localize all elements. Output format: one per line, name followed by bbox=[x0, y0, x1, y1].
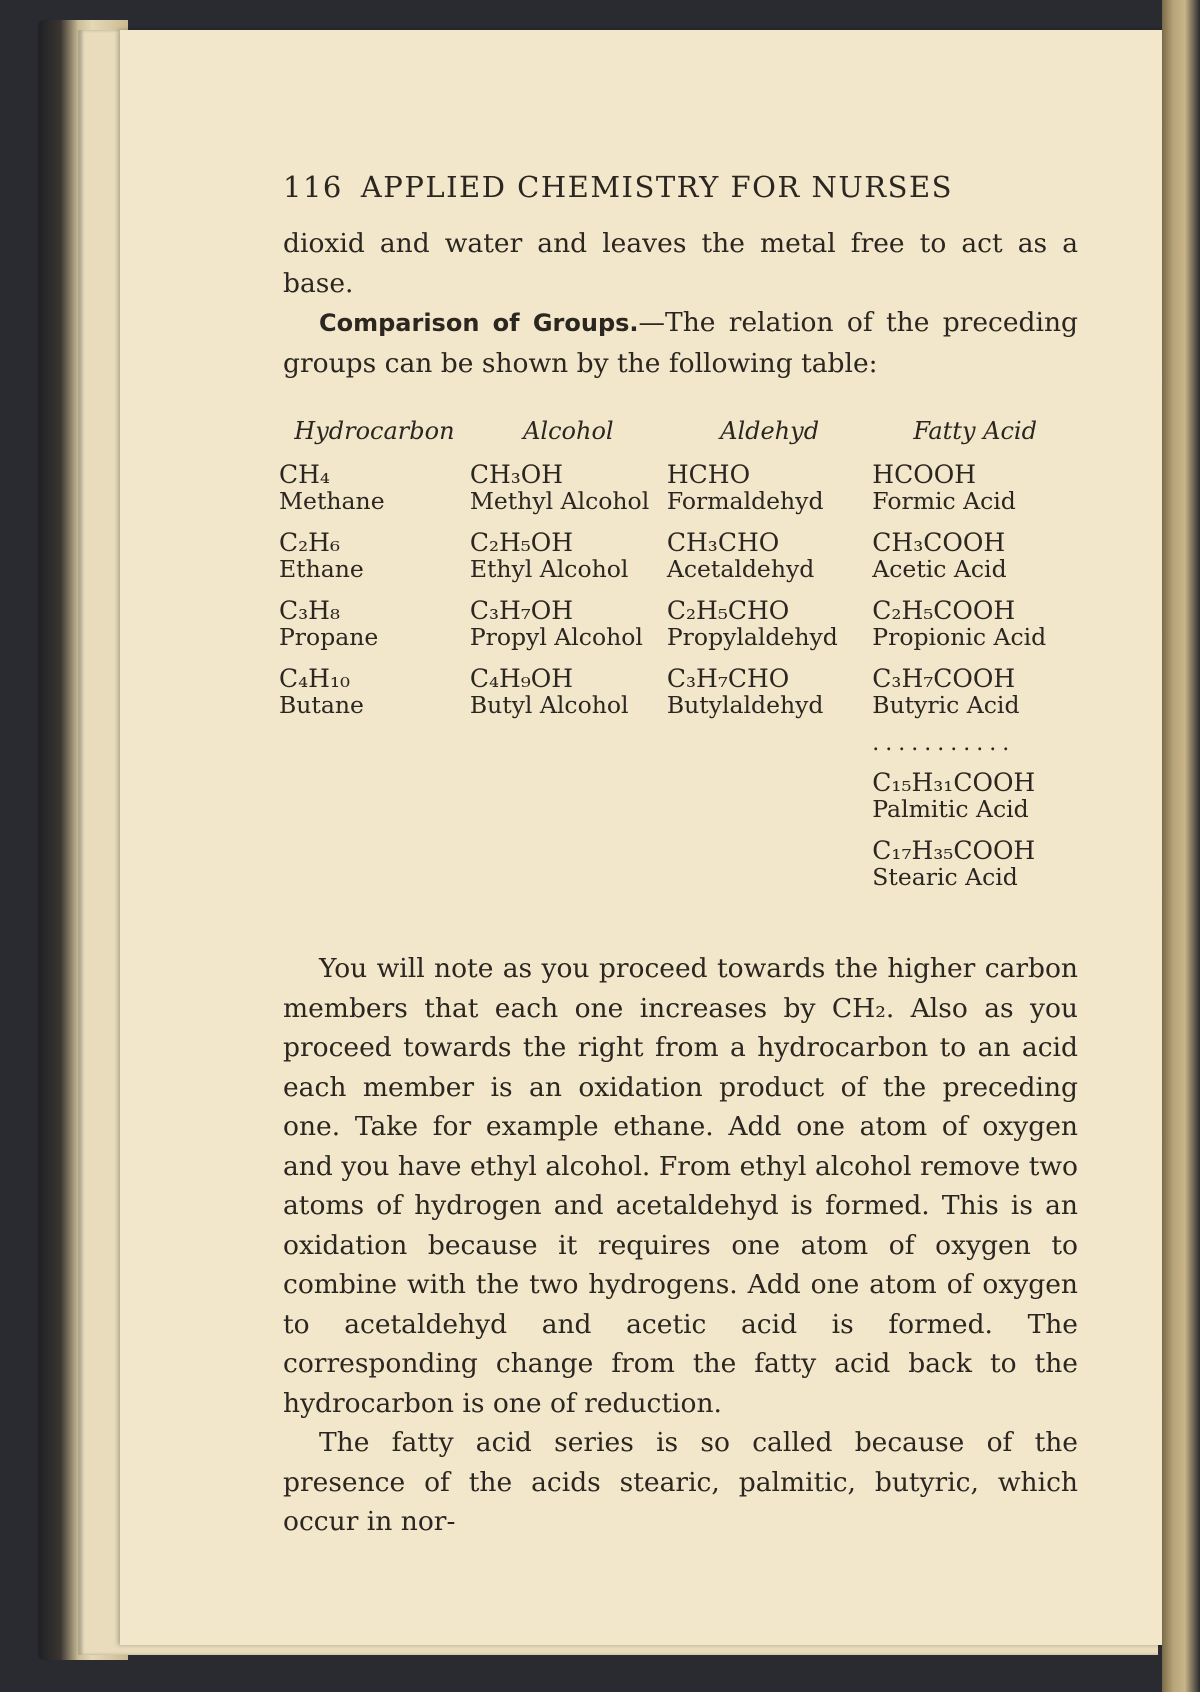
formula: CH₃COOH bbox=[872, 528, 1006, 557]
formula: C₃H₈ bbox=[279, 596, 340, 625]
compound-name: Propionic Acid bbox=[872, 623, 1047, 651]
column-header: Aldehyd bbox=[720, 417, 820, 445]
compound-name: Formaldehyd bbox=[666, 487, 824, 515]
formula: C₁₇H₃₅COOH bbox=[872, 836, 1036, 865]
formula: CH₃OH bbox=[469, 460, 564, 489]
facing-page-edge bbox=[1162, 0, 1200, 1692]
paragraph-2-text: —The relation of the preceding groups can be shown by the following table: bbox=[283, 307, 1078, 379]
formula: C₃H₇OH bbox=[469, 596, 574, 625]
table-row bbox=[279, 769, 1078, 837]
table-cell bbox=[872, 665, 1078, 733]
compound-name: Acetic Acid bbox=[872, 555, 1007, 583]
table-cell bbox=[667, 597, 872, 665]
compound-name: Butyl Alcohol bbox=[469, 691, 629, 719]
table-row bbox=[279, 665, 1078, 733]
paragraph-2 bbox=[283, 303, 1078, 383]
table-row bbox=[279, 837, 1078, 905]
compound-name: Propyl Alcohol bbox=[469, 623, 643, 651]
page-content bbox=[279, 170, 1078, 1542]
formula: C₂H₆ bbox=[279, 528, 340, 557]
table-cell bbox=[872, 597, 1078, 665]
table-cell bbox=[872, 529, 1078, 597]
running-head-title: APPLIED CHEMISTRY FOR NURSES bbox=[360, 170, 953, 204]
compound-name: Butyric Acid bbox=[872, 691, 1020, 719]
compound-name: Stearic Acid bbox=[872, 863, 1018, 891]
table-cell bbox=[872, 837, 1078, 905]
formula: HCOOH bbox=[872, 460, 977, 489]
comparison-table bbox=[279, 417, 1078, 905]
formula: CH₄ bbox=[279, 460, 330, 489]
table-row bbox=[279, 597, 1078, 665]
table-cell bbox=[872, 461, 1078, 529]
paragraph-3: You will note as you proceed towards the higher carbon members that each one increases by CH₂. Also as you proceed towards the right from a hydrocarbon to an acid each member is an oxidation product of the preceding one. Take for example ethane. Add one atom of oxygen and you have ethyl alcohol. From ethyl alcohol remove two atoms of hydrogen and acetaldehyd is formed. This is an oxidation because it requires one atom of oxygen to combine with the two hydrogens. Add one atom of oxygen to acetaldehyd and acetic acid is formed. The corresponding change from the fatty acid back to the hydrocarbon is one of reduction. bbox=[283, 953, 1078, 1419]
running-header bbox=[283, 170, 1078, 204]
table-cell bbox=[279, 597, 470, 665]
formula: CH₃CHO bbox=[666, 528, 780, 557]
table-cell bbox=[279, 461, 470, 529]
compound-name: Palmitic Acid bbox=[872, 795, 1029, 823]
table-cell bbox=[872, 733, 1078, 769]
table-row bbox=[279, 529, 1078, 597]
paragraph-1: dioxid and water and leaves the metal free to act as a base. bbox=[283, 228, 1078, 299]
table-cell bbox=[470, 665, 667, 733]
formula: C₃H₇COOH bbox=[872, 664, 1016, 693]
table-row bbox=[279, 461, 1078, 529]
table-row bbox=[279, 733, 1078, 769]
compound-name: Formic Acid bbox=[872, 487, 1016, 515]
table-cell bbox=[470, 529, 667, 597]
compound-name: Propane bbox=[279, 623, 379, 651]
column-header: Alcohol bbox=[523, 417, 614, 445]
table-cell bbox=[872, 769, 1078, 837]
table-cell bbox=[667, 461, 872, 529]
column-header: Hydrocarbon bbox=[294, 417, 455, 445]
formula: C₄H₁₀ bbox=[279, 664, 350, 693]
compound-name: Acetaldehyd bbox=[666, 555, 815, 583]
table-header-row bbox=[279, 417, 1078, 461]
table-cell bbox=[667, 529, 872, 597]
column-header: Fatty Acid bbox=[913, 417, 1037, 445]
paragraph-4: The fatty acid series is so called because of the presence of the acids stearic, palmitic, butyric, which occur in nor- bbox=[283, 1427, 1078, 1537]
compound-name: Butylaldehyd bbox=[666, 691, 824, 719]
compound-name: Methyl Alcohol bbox=[469, 487, 650, 515]
formula: C₂H₅OH bbox=[469, 528, 574, 557]
formula: C₂H₅CHO bbox=[666, 596, 790, 625]
formula: C₄H₉OH bbox=[469, 664, 574, 693]
table-cell bbox=[667, 665, 872, 733]
compound-name: Ethane bbox=[279, 555, 364, 583]
table-cell bbox=[470, 461, 667, 529]
formula: C₁₅H₃₁COOH bbox=[872, 768, 1036, 797]
compound-name: Butane bbox=[279, 691, 364, 719]
table-cell bbox=[279, 665, 470, 733]
formula: HCHO bbox=[666, 460, 751, 489]
formula: C₂H₅COOH bbox=[872, 596, 1016, 625]
compound-name: Methane bbox=[279, 487, 385, 515]
table-cell bbox=[279, 529, 470, 597]
page-number: 116 bbox=[283, 170, 343, 204]
compound-name: Propylaldehyd bbox=[666, 623, 838, 651]
ellipsis-dots: ........... bbox=[872, 731, 1016, 756]
section-heading: Comparison of Groups. bbox=[319, 309, 639, 337]
compound-name: Ethyl Alcohol bbox=[469, 555, 629, 583]
formula: C₃H₇CHO bbox=[666, 664, 790, 693]
table-cell bbox=[470, 597, 667, 665]
